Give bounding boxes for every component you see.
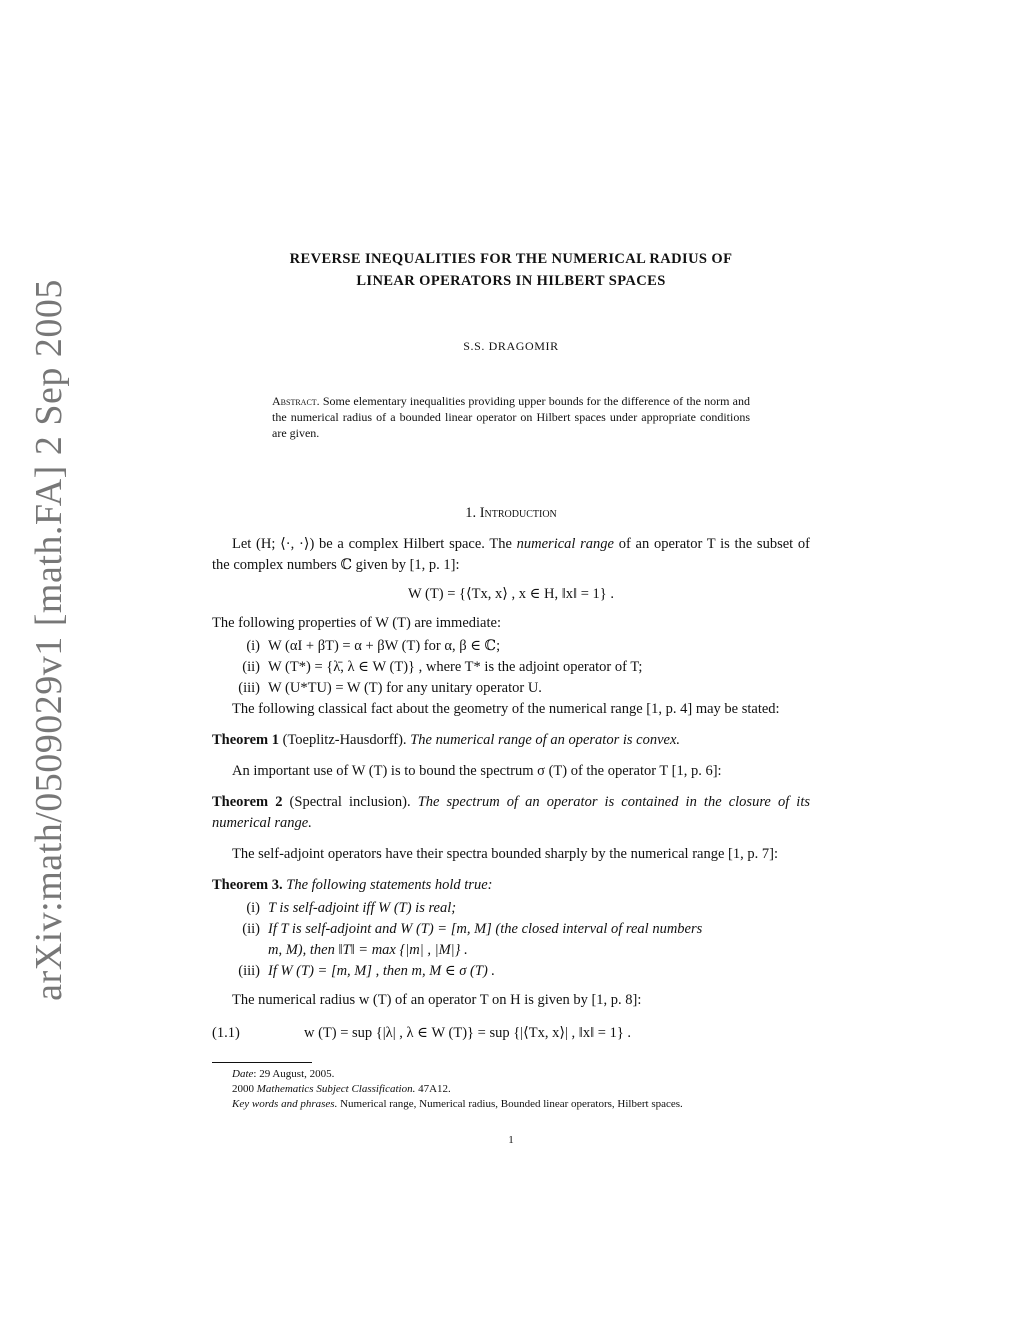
list-item: [212, 636, 810, 657]
theorem-2: [212, 792, 810, 834]
item-text: W (T*) = {λ̄, λ ∈ W (T)} , where T* is the adjoint operator of T;: [268, 659, 643, 675]
date-label: Date: [232, 1068, 254, 1080]
intro-p1-end: of an operator T is the subset of the complex numbers ℂ given by [1, p. 1]:: [212, 536, 810, 573]
intro-p1-start: Let (H; ⟨·, ·⟩) be a complex Hilbert space. The: [232, 536, 512, 552]
paper-title: [212, 248, 810, 292]
list-item: [212, 657, 810, 678]
item-number: (i): [246, 900, 260, 916]
footnote-keywords: [212, 1097, 810, 1112]
intro-p1-term: numerical range: [516, 536, 614, 552]
section-heading: [212, 503, 810, 524]
intro-paragraph-2: The following classical fact about the geometry of the numerical range [1, p. 4] may be stated:: [232, 701, 780, 717]
theorem-3: [212, 875, 810, 896]
list-item-continuation: [212, 940, 810, 961]
item-number: (iii): [238, 963, 260, 979]
page-number: 1: [508, 1134, 514, 1146]
footnote-msc: [212, 1082, 810, 1097]
theorem-2-statement: The spectrum of an operator is contained in the closure of its numerical range.: [212, 794, 811, 831]
paper-page: [212, 248, 810, 1151]
item-text-continuation: m, M), then ‖T‖ = max {|m| , |M|} .: [268, 942, 468, 958]
msc-year: 2000: [232, 1083, 254, 1095]
list-item: [212, 919, 810, 940]
title-line-2: LINEAR OPERATORS IN HILBERT SPACES: [356, 273, 666, 289]
list-item: [212, 898, 810, 919]
theorem-2-name: (Spectral inclusion).: [289, 794, 411, 810]
properties-lead: The following properties of W (T) are immediate:: [212, 615, 501, 631]
equation-1-1: [212, 1023, 810, 1044]
abstract: [272, 393, 750, 441]
item-text: If T is self-adjoint and W (T) = [m, M] (the closed interval of real numbers: [268, 921, 703, 937]
item-number: (ii): [242, 921, 260, 937]
theorem-1: [212, 730, 810, 751]
msc-label: Mathematics Subject Classification.: [256, 1083, 416, 1095]
equation-body: w (T) = sup {|λ| , λ ∈ W (T)} = sup {|⟨Tx, x⟩| , ‖x‖ = 1} .: [304, 1025, 632, 1041]
arxiv-identifier: arXiv:math/0509029v1 [math.FA] 2 Sep 2005: [28, 279, 71, 1001]
item-number: (iii): [238, 680, 260, 696]
footnote-rule: [212, 1062, 312, 1063]
list-item: [212, 678, 810, 699]
theorem-1-statement: The numerical range of an operator is convex.: [410, 732, 681, 748]
theorem-3-list: [212, 898, 810, 982]
abstract-text: Some elementary inequalities providing upper bounds for the difference of the norm and the numerical radius of a bounded linear operator on Hilbert spaces under appropriate conditions are given.: [272, 394, 750, 440]
footnote-date: [212, 1067, 810, 1082]
keywords-value: Numerical range, Numerical radius, Bounded linear operators, Hilbert spaces.: [340, 1098, 683, 1110]
date-value: : 29 August, 2005.: [253, 1068, 335, 1080]
intro-paragraph-5: The numerical radius w (T) of an operator T on H is given by [1, p. 8]:: [232, 992, 642, 1008]
keywords-label: Key words and phrases.: [232, 1098, 338, 1110]
theorem-2-label: Theorem 2: [212, 794, 283, 810]
item-number: (ii): [242, 659, 260, 675]
item-number: (i): [246, 638, 260, 654]
item-text: W (αI + βT) = α + βW (T) for α, β ∈ ℂ;: [268, 638, 501, 654]
arxiv-side-stamp: [18, 270, 80, 1010]
theorem-1-label: Theorem 1: [212, 732, 279, 748]
theorem-3-statement: The following statements hold true:: [286, 877, 493, 893]
intro-paragraph-4: The self-adjoint operators have their spectra bounded sharply by the numerical range [1, p. 7]:: [232, 846, 778, 862]
item-text: W (U*TU) = W (T) for any unitary operator U.: [268, 680, 542, 696]
intro-paragraph-3: An important use of W (T) is to bound the spectrum σ (T) of the operator T [1, p. 6]:: [232, 763, 722, 779]
item-text: T is self-adjoint iff W (T) is real;: [268, 900, 457, 916]
theorem-1-name: (Toeplitz-Hausdorff).: [282, 732, 407, 748]
item-text: If W (T) = [m, M] , then m, M ∈ σ (T) .: [268, 963, 496, 979]
footnotes: [212, 1067, 810, 1112]
abstract-label: Abstract.: [272, 394, 320, 408]
intro-paragraph-1: [212, 534, 810, 576]
section-title: 1. Introduction: [465, 505, 557, 521]
title-line-1: REVERSE INEQUALITIES FOR THE NUMERICAL RADIUS OF: [289, 251, 733, 267]
theorem-3-label: Theorem 3.: [212, 877, 283, 893]
properties-list: [212, 636, 810, 699]
msc-value: 47A12.: [418, 1083, 451, 1095]
equation-label: (1.1): [212, 1025, 240, 1041]
list-item: [212, 961, 810, 982]
author-name: S.S. DRAGOMIR: [463, 339, 559, 353]
numerical-range-definition: W (T) = {⟨Tx, x⟩ , x ∈ H, ‖x‖ = 1} .: [408, 586, 614, 602]
